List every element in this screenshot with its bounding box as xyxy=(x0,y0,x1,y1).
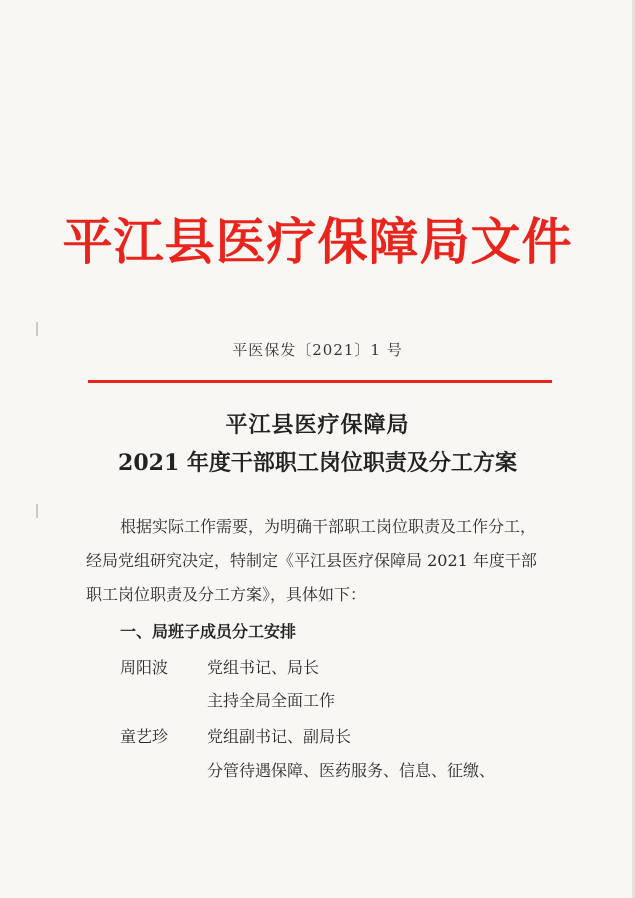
intro-paragraph-line3: 职工岗位职责及分工方案》，具体如下： xyxy=(86,585,367,604)
document-title-line2: 2021 年度干部职工岗位职责及分工方案 xyxy=(118,450,517,476)
intro-paragraph-line2: 经局党组研究决定，特制定《平江县医疗保障局 2021 年度干部 xyxy=(86,551,537,570)
member-name: 周阳波 xyxy=(120,658,169,677)
member-duty: 分管待遇保障、医药服务、信息、征缴、 xyxy=(207,761,496,780)
member-name: 童艺珍 xyxy=(120,727,169,746)
red-divider-line xyxy=(88,380,552,383)
section-heading: 一、局班子成员分工安排 xyxy=(120,622,297,641)
member-duty: 主持全局全面工作 xyxy=(207,691,336,710)
scan-edge-mark xyxy=(36,504,38,518)
document-masthead: 平江县医疗保障局文件 xyxy=(62,212,573,271)
document-number: 平医保发〔2021〕1 号 xyxy=(232,341,403,359)
member-position: 党组书记、局长 xyxy=(207,658,320,677)
scan-edge-mark xyxy=(36,322,38,336)
intro-paragraph-line1: 根据实际工作需要，为明确干部职工岗位职责及工作分工， xyxy=(120,517,537,536)
member-position: 党组副书记、副局长 xyxy=(207,727,352,746)
document-title-line1: 平江县医疗保障局 xyxy=(225,412,410,438)
